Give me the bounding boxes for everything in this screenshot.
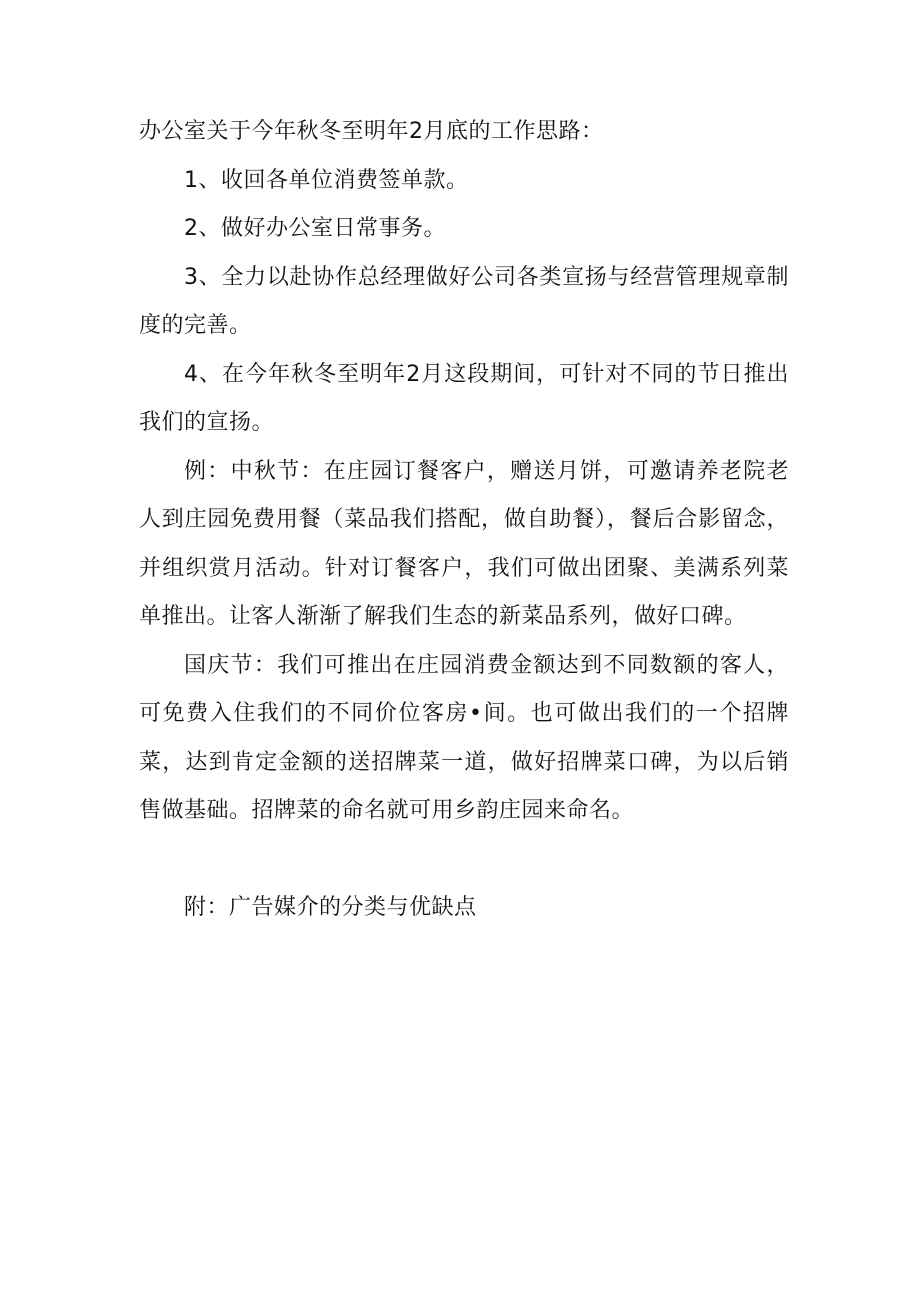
national-day-paragraph: 国庆节：我们可推出在庄园消费金额达到不同数额的客人，可免费入住我们的不同价位客房•间。也可做出我们的一个招牌菜，达到肯定金额的送招牌菜一道，做好招牌菜口碑，为以后销售做基础。招牌菜的命名就可用乡韵庄园来命名。	[139, 652, 789, 823]
blank-line	[139, 836, 789, 885]
document-heading: 办公室关于今年秋冬至明年2月底的工作思路：	[139, 119, 604, 144]
list-item-4: 4、在今年秋冬至明年2月这段期间，可针对不同的节日推出我们的宣扬。	[139, 361, 789, 435]
list-item-2: 2、做好办公室日常事务。	[184, 216, 446, 241]
mid-autumn-paragraph: 例：中秋节：在庄园订餐客户，赠送月饼，可邀请养老院老人到庄园免费用餐（菜品我们搭配，做自助餐），餐后合影留念，并组织赏月活动。针对订餐客户，我们可做出团聚、美满系列菜单推出。让客人渐渐了解我们生态的新菜品系列，做好口碑。	[139, 458, 789, 629]
document-body	[139, 108, 789, 933]
list-item-1: 1、收回各单位消费签单款。	[184, 167, 469, 193]
appendix-heading: 附：广告媒介的分类与优缺点	[184, 895, 477, 920]
list-item-3: 3、全力以赴协作总经理做好公司各类宣扬与经营管理规章制度的完善。	[139, 264, 789, 338]
